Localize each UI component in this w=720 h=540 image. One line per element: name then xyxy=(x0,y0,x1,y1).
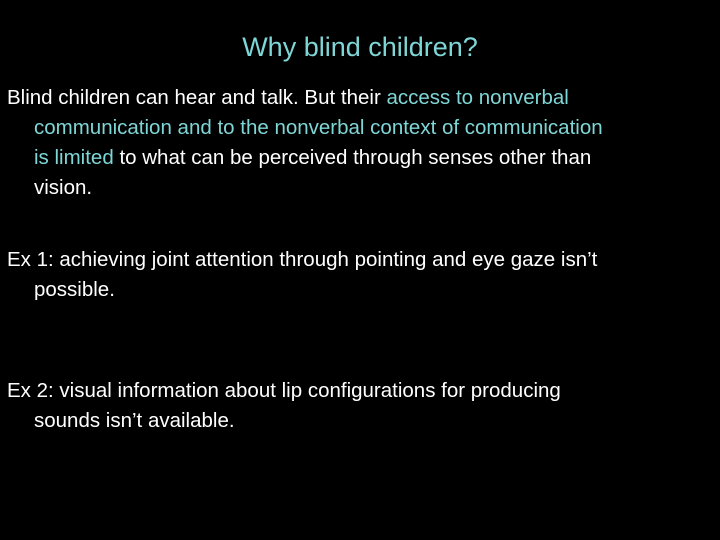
paragraph-access-limited xyxy=(7,83,707,203)
paragraph-line xyxy=(7,83,707,113)
highlighted-text: communication and to the nonverbal context of communication xyxy=(34,116,603,139)
paragraph-line xyxy=(7,143,707,173)
text-segment: to what can be perceived through senses other than xyxy=(113,146,592,169)
text-segment: Ex 2: visual information about lip configurations for producing xyxy=(7,379,561,402)
text-segment: Ex 1: achieving joint attention through pointing and eye gaze isn’t xyxy=(7,248,598,271)
paragraph-example-2 xyxy=(7,376,707,436)
slide-title: Why blind children? xyxy=(242,32,478,62)
highlighted-text: access to nonverbal xyxy=(386,86,569,109)
highlighted-text: is limited xyxy=(34,146,114,169)
text-segment: vision. xyxy=(34,176,93,199)
text-segment: possible. xyxy=(34,278,115,301)
text-segment: Blind children can hear and talk. But their xyxy=(7,86,387,109)
paragraph-example-1 xyxy=(7,245,707,305)
text-segment: sounds isn’t available. xyxy=(34,409,235,432)
